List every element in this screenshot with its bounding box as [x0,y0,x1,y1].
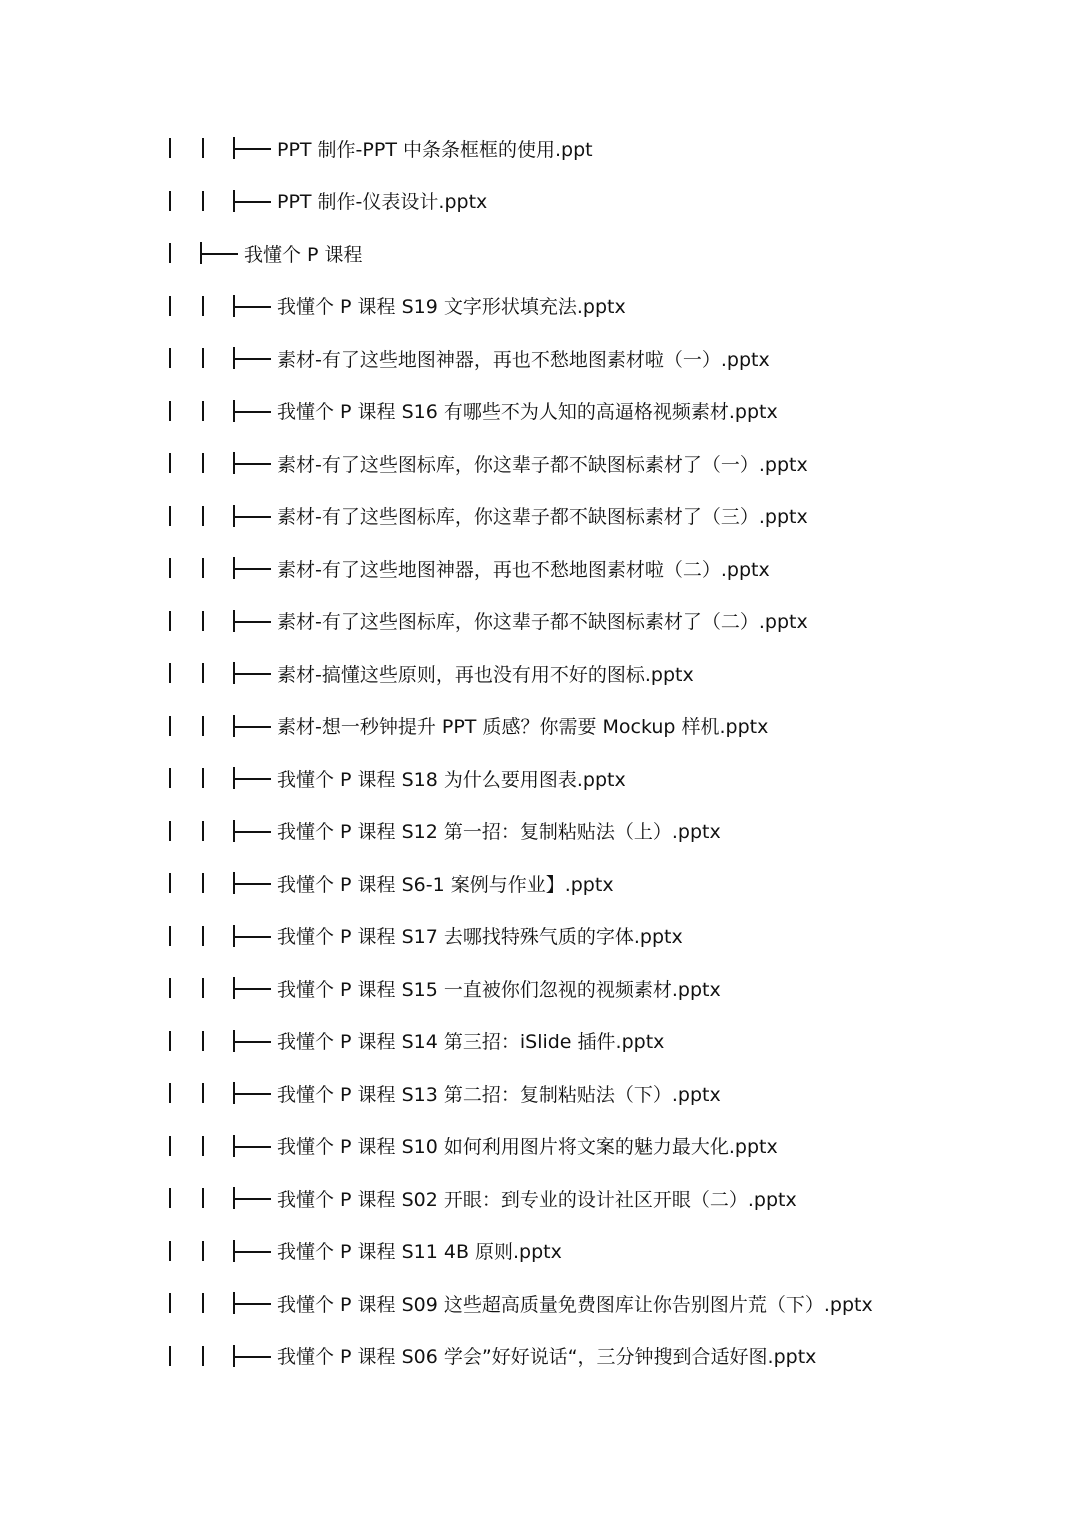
tree-file-row [160,332,1060,385]
file-name: 我懂个 P 课程 S14 第三招：iSlide 插件.pptx [277,1031,665,1054]
tree-branch-connector [233,1240,273,1262]
tree-indent-line [202,348,204,368]
tree-branch-connector [233,1082,273,1104]
tree-indent-line [169,138,171,158]
tree-branch-connector [233,557,273,579]
tree-indent-line [202,1188,204,1208]
tree-indent-line [169,453,171,473]
tree-file-row [160,175,1060,228]
tree-branch-connector [233,662,273,684]
tree-indent-line [202,716,204,736]
tree-branch-connector [233,767,273,789]
tree-indent-line [202,1083,204,1103]
file-name: 我懂个 P 课程 S02 开眼：到专业的设计社区开眼（二）.pptx [277,1188,797,1211]
tree-file-row [160,437,1060,490]
file-name: 素材-有了这些图标库，你这辈子都不缺图标素材了（三）.pptx [277,506,808,529]
tree-file-row [160,700,1060,753]
tree-branch-connector [233,610,273,632]
tree-indent-line [169,1136,171,1156]
tree-branch-connector [233,715,273,737]
tree-indent-line [169,243,171,263]
tree-branch-connector [233,1187,273,1209]
file-name: 我懂个 P 课程 S16 有哪些不为人知的高逼格视频素材.pptx [277,401,778,424]
tree-indent-line [169,611,171,631]
tree-branch-connector [233,820,273,842]
tree-indent-line [202,401,204,421]
tree-indent-line [202,978,204,998]
tree-file-row [160,1120,1060,1173]
tree-file-row [160,647,1060,700]
tree-indent-line [169,1293,171,1313]
tree-indent-line [169,716,171,736]
tree-indent-line [169,926,171,946]
tree-indent-line [202,191,204,211]
tree-file-row [160,1172,1060,1225]
file-name: 我懂个 P 课程 S19 文字形状填充法.pptx [277,296,626,319]
tree-indent-line [169,296,171,316]
tree-indent-line [169,663,171,683]
file-name: 素材-有了这些图标库，你这辈子都不缺图标素材了（一）.pptx [277,453,808,476]
tree-file-row [160,542,1060,595]
tree-file-row [160,595,1060,648]
tree-branch-connector [233,977,273,999]
file-name: PPT 制作-仪表设计.pptx [277,191,488,214]
tree-branch-connector [233,1030,273,1052]
file-name: 我懂个 P 课程 S11 4B 原则.pptx [277,1241,562,1264]
tree-indent-line [169,978,171,998]
tree-file-row [160,1330,1060,1383]
tree-indent-line [169,1031,171,1051]
tree-indent-line [202,558,204,578]
file-name: 我懂个 P 课程 S09 这些超高质量免费图库让你告别图片荒（下）.pptx [277,1293,873,1316]
tree-indent-line [202,1136,204,1156]
tree-file-row [160,1225,1060,1278]
file-name: 素材-有了这些地图神器，再也不愁地图素材啦（一）.pptx [277,348,770,371]
folder-name: 我懂个 P 课程 [244,243,363,266]
tree-file-row [160,280,1060,333]
tree-indent-line [169,873,171,893]
tree-file-row [160,490,1060,543]
tree-indent-line [169,1083,171,1103]
tree-indent-line [169,191,171,211]
tree-branch-connector [233,137,273,159]
tree-folder-row [160,227,1060,280]
tree-branch-connector [233,190,273,212]
tree-branch-connector [233,1135,273,1157]
tree-branch-connector [233,505,273,527]
tree-file-row [160,1067,1060,1120]
file-name: 素材-想一秒钟提升 PPT 质感？你需要 Mockup 样机.pptx [277,716,769,739]
file-name: 我懂个 P 课程 S06 学会”好好说话“，三分钟搜到合适好图.pptx [277,1346,817,1369]
tree-branch-connector [233,452,273,474]
file-name: 我懂个 P 课程 S13 第二招：复制粘贴法（下）.pptx [277,1083,721,1106]
tree-indent-line [202,1241,204,1261]
file-name: PPT 制作-PPT 中条条框框的使用.ppt [277,138,593,161]
tree-branch-connector [200,242,240,264]
file-name: 素材-搞懂这些原则，再也没有用不好的图标.pptx [277,663,694,686]
tree-indent-line [169,506,171,526]
tree-indent-line [202,663,204,683]
tree-file-row [160,910,1060,963]
tree-indent-line [202,506,204,526]
tree-file-row [160,385,1060,438]
tree-branch-connector [233,295,273,317]
file-name: 素材-有了这些地图神器，再也不愁地图素材啦（二）.pptx [277,558,770,581]
tree-branch-connector [233,347,273,369]
tree-indent-line [202,611,204,631]
tree-indent-line [202,296,204,316]
tree-branch-connector [233,872,273,894]
file-name: 我懂个 P 课程 S12 第一招：复制粘贴法（上）.pptx [277,821,721,844]
file-name: 我懂个 P 课程 S17 去哪找特殊气质的字体.pptx [277,926,683,949]
file-name: 素材-有了这些图标库，你这辈子都不缺图标素材了（二）.pptx [277,611,808,634]
tree-file-row [160,962,1060,1015]
tree-file-row [160,857,1060,910]
file-name: 我懂个 P 课程 S18 为什么要用图表.pptx [277,768,626,791]
tree-file-row [160,122,1060,175]
tree-indent-line [202,926,204,946]
tree-file-row [160,1277,1060,1330]
tree-indent-line [169,768,171,788]
tree-indent-line [202,821,204,841]
tree-indent-line [202,453,204,473]
tree-indent-line [169,401,171,421]
tree-file-row [160,805,1060,858]
tree-branch-connector [233,1292,273,1314]
tree-indent-line [202,138,204,158]
tree-indent-line [169,1346,171,1366]
file-tree [160,122,1060,1382]
tree-indent-line [202,1293,204,1313]
tree-file-row [160,752,1060,805]
tree-branch-connector [233,1345,273,1367]
tree-indent-line [202,1031,204,1051]
tree-indent-line [169,821,171,841]
tree-indent-line [169,1188,171,1208]
tree-indent-line [169,558,171,578]
tree-indent-line [169,1241,171,1261]
file-name: 我懂个 P 课程 S6-1 案例与作业】.pptx [277,873,614,896]
tree-indent-line [202,768,204,788]
tree-branch-connector [233,925,273,947]
file-name: 我懂个 P 课程 S15 一直被你们忽视的视频素材.pptx [277,978,721,1001]
file-name: 我懂个 P 课程 S10 如何利用图片将文案的魅力最大化.pptx [277,1136,778,1159]
tree-branch-connector [233,400,273,422]
tree-indent-line [169,348,171,368]
tree-indent-line [202,873,204,893]
tree-file-row [160,1015,1060,1068]
tree-indent-line [202,1346,204,1366]
